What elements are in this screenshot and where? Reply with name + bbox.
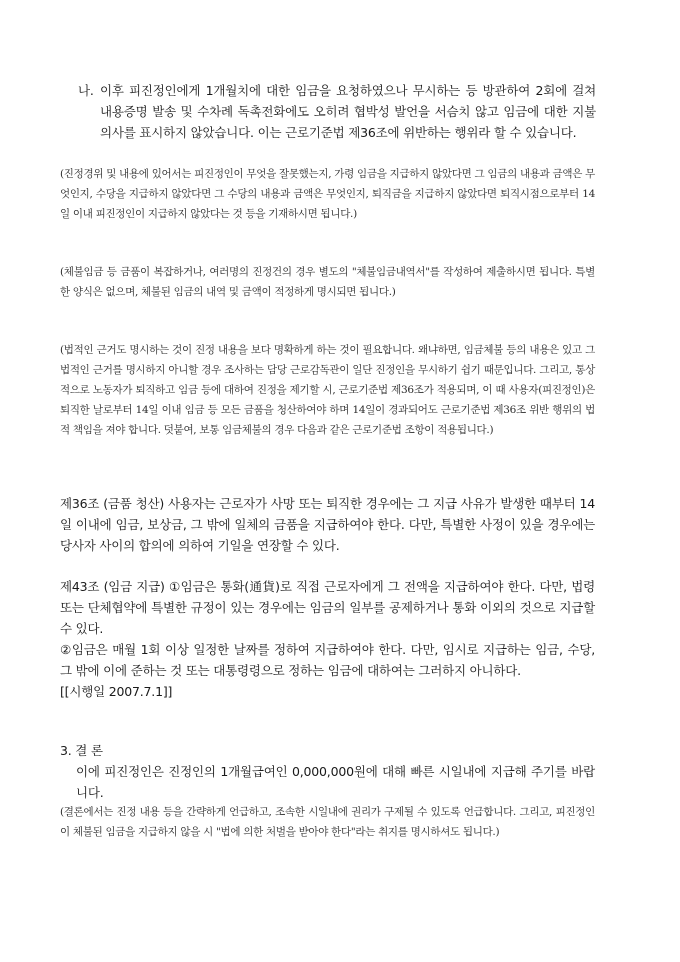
law-article-36: 제36조 (금품 청산) 사용자는 근로자가 사망 또는 퇴직한 경우에는 그 지급 사유가 발생한 때부터 14일 이내에 임금, 보상금, 그 밖에 일체의 금품을 지급하여야 한다. 다만, 특별한 사정이 있을 경우에는 당사자 사이의 합의에 의하여 기일을 연장할 수 있다.: [60, 496, 595, 553]
law-effective-date: [[시행일 2007.7.1]]: [60, 684, 173, 699]
item-na-marker: 나.: [78, 83, 94, 98]
guidance-note-1: (진정경위 및 내용에 있어서는 피진정인이 무엇을 잘못했는지, 가령 임금을 지급하지 않았다면 그 임금의 내용과 금액은 무엇인지, 수당을 지급하지 않았다면 그 수당의 내용과 금액은 무엇인지, 퇴직금을 지급하지 않았다면 퇴직시점으로부터 14일 이내 피진정인이 지급하지 않았다는 것 등을 기재하시면 됩니다.): [60, 168, 595, 220]
guidance-note-3: (법적인 근거도 명시하는 것이 진정 내용을 보다 명확하게 하는 것이 필요합니다. 왜냐하면, 임금체불 등의 내용은 있고 그 법적인 근거를 명시하지 아니할 경우 조사하는 담당 근로감독관이 일단 진정인을 무시하기 쉽기 때문입니다. 그리고, 통상적으로 노동자가 퇴직하고 임금 등에 대하여 진정을 제기할 시, 근로기준법 제36조가 적용되며, 이 때 사용자(피진정인)은 퇴직한 날로부터 14일 이내 임금 등 모든 금품을 청산하여야 하며 14일이 경과되어도 근로기준법 제36조 위반 행위의 법적 책임을 져야 합니다. 덧붙여, 보통 임금체불의 경우 다음과 같은 근로기준법 조항이 적용됩니다.): [60, 344, 595, 436]
item-na: [78, 80, 596, 143]
conclusion-note: (결론에서는 진정 내용 등을 간략하게 언급하고, 조속한 시일내에 권리가 구제될 수 있도록 언급합니다. 그리고, 피진정인이 체불된 임금을 지급하지 않을 시 "법에 의한 처벌을 받아야 한다"라는 취지를 명시하셔도 됩니다.): [60, 806, 595, 838]
guidance-note-2: (체불임금 등 금품이 복잡하거나, 여러명의 진정건의 경우 별도의 "체불임금내역서"를 작성하여 제출하시면 됩니다. 특별한 양식은 없으며, 체불된 임금의 내역 및 금액이 적정하게 명시되면 됩니다.): [60, 266, 595, 298]
item-na-text: 이후 피진정인에게 1개월치에 대한 임금을 요청하였으나 무시하는 등 방관하여 2회에 걸쳐 내용증명 발송 및 수차례 독촉전화에도 오히려 협박성 발언을 서슴치 않고 임금에 대한 지불의사를 표시하지 않았습니다. 이는 근로기준법 제36조에 위반하는 행위라 할 수 있습니다.: [100, 83, 596, 140]
conclusion-section: [60, 740, 595, 803]
law-article-43-para-1: 제43조 (임금 지급) ①임금은 통화(通貨)로 직접 근로자에게 그 전액을 지급하여야 한다. 다만, 법령 또는 단체협약에 특별한 규정이 있는 경우에는 임금의 일부를 공제하거나 통화 이외의 것으로 지급할 수 있다.: [60, 579, 595, 636]
law-article-43: [60, 576, 595, 702]
conclusion-heading: 3. 결 론: [60, 743, 103, 758]
conclusion-text: 이에 피진정인은 진정인의 1개월급여인 0,000,000원에 대해 빠른 시일내에 지급해 주기를 바랍니다.: [76, 764, 595, 800]
law-article-43-para-2: ②임금은 매월 1회 이상 일정한 날짜를 정하여 지급하여야 한다. 다만, 임시로 지급하는 임금, 수당, 그 밖에 이에 준하는 것 또는 대통령령으로 정하는 임금에 대하여는 그러하지 아니하다.: [60, 642, 595, 678]
